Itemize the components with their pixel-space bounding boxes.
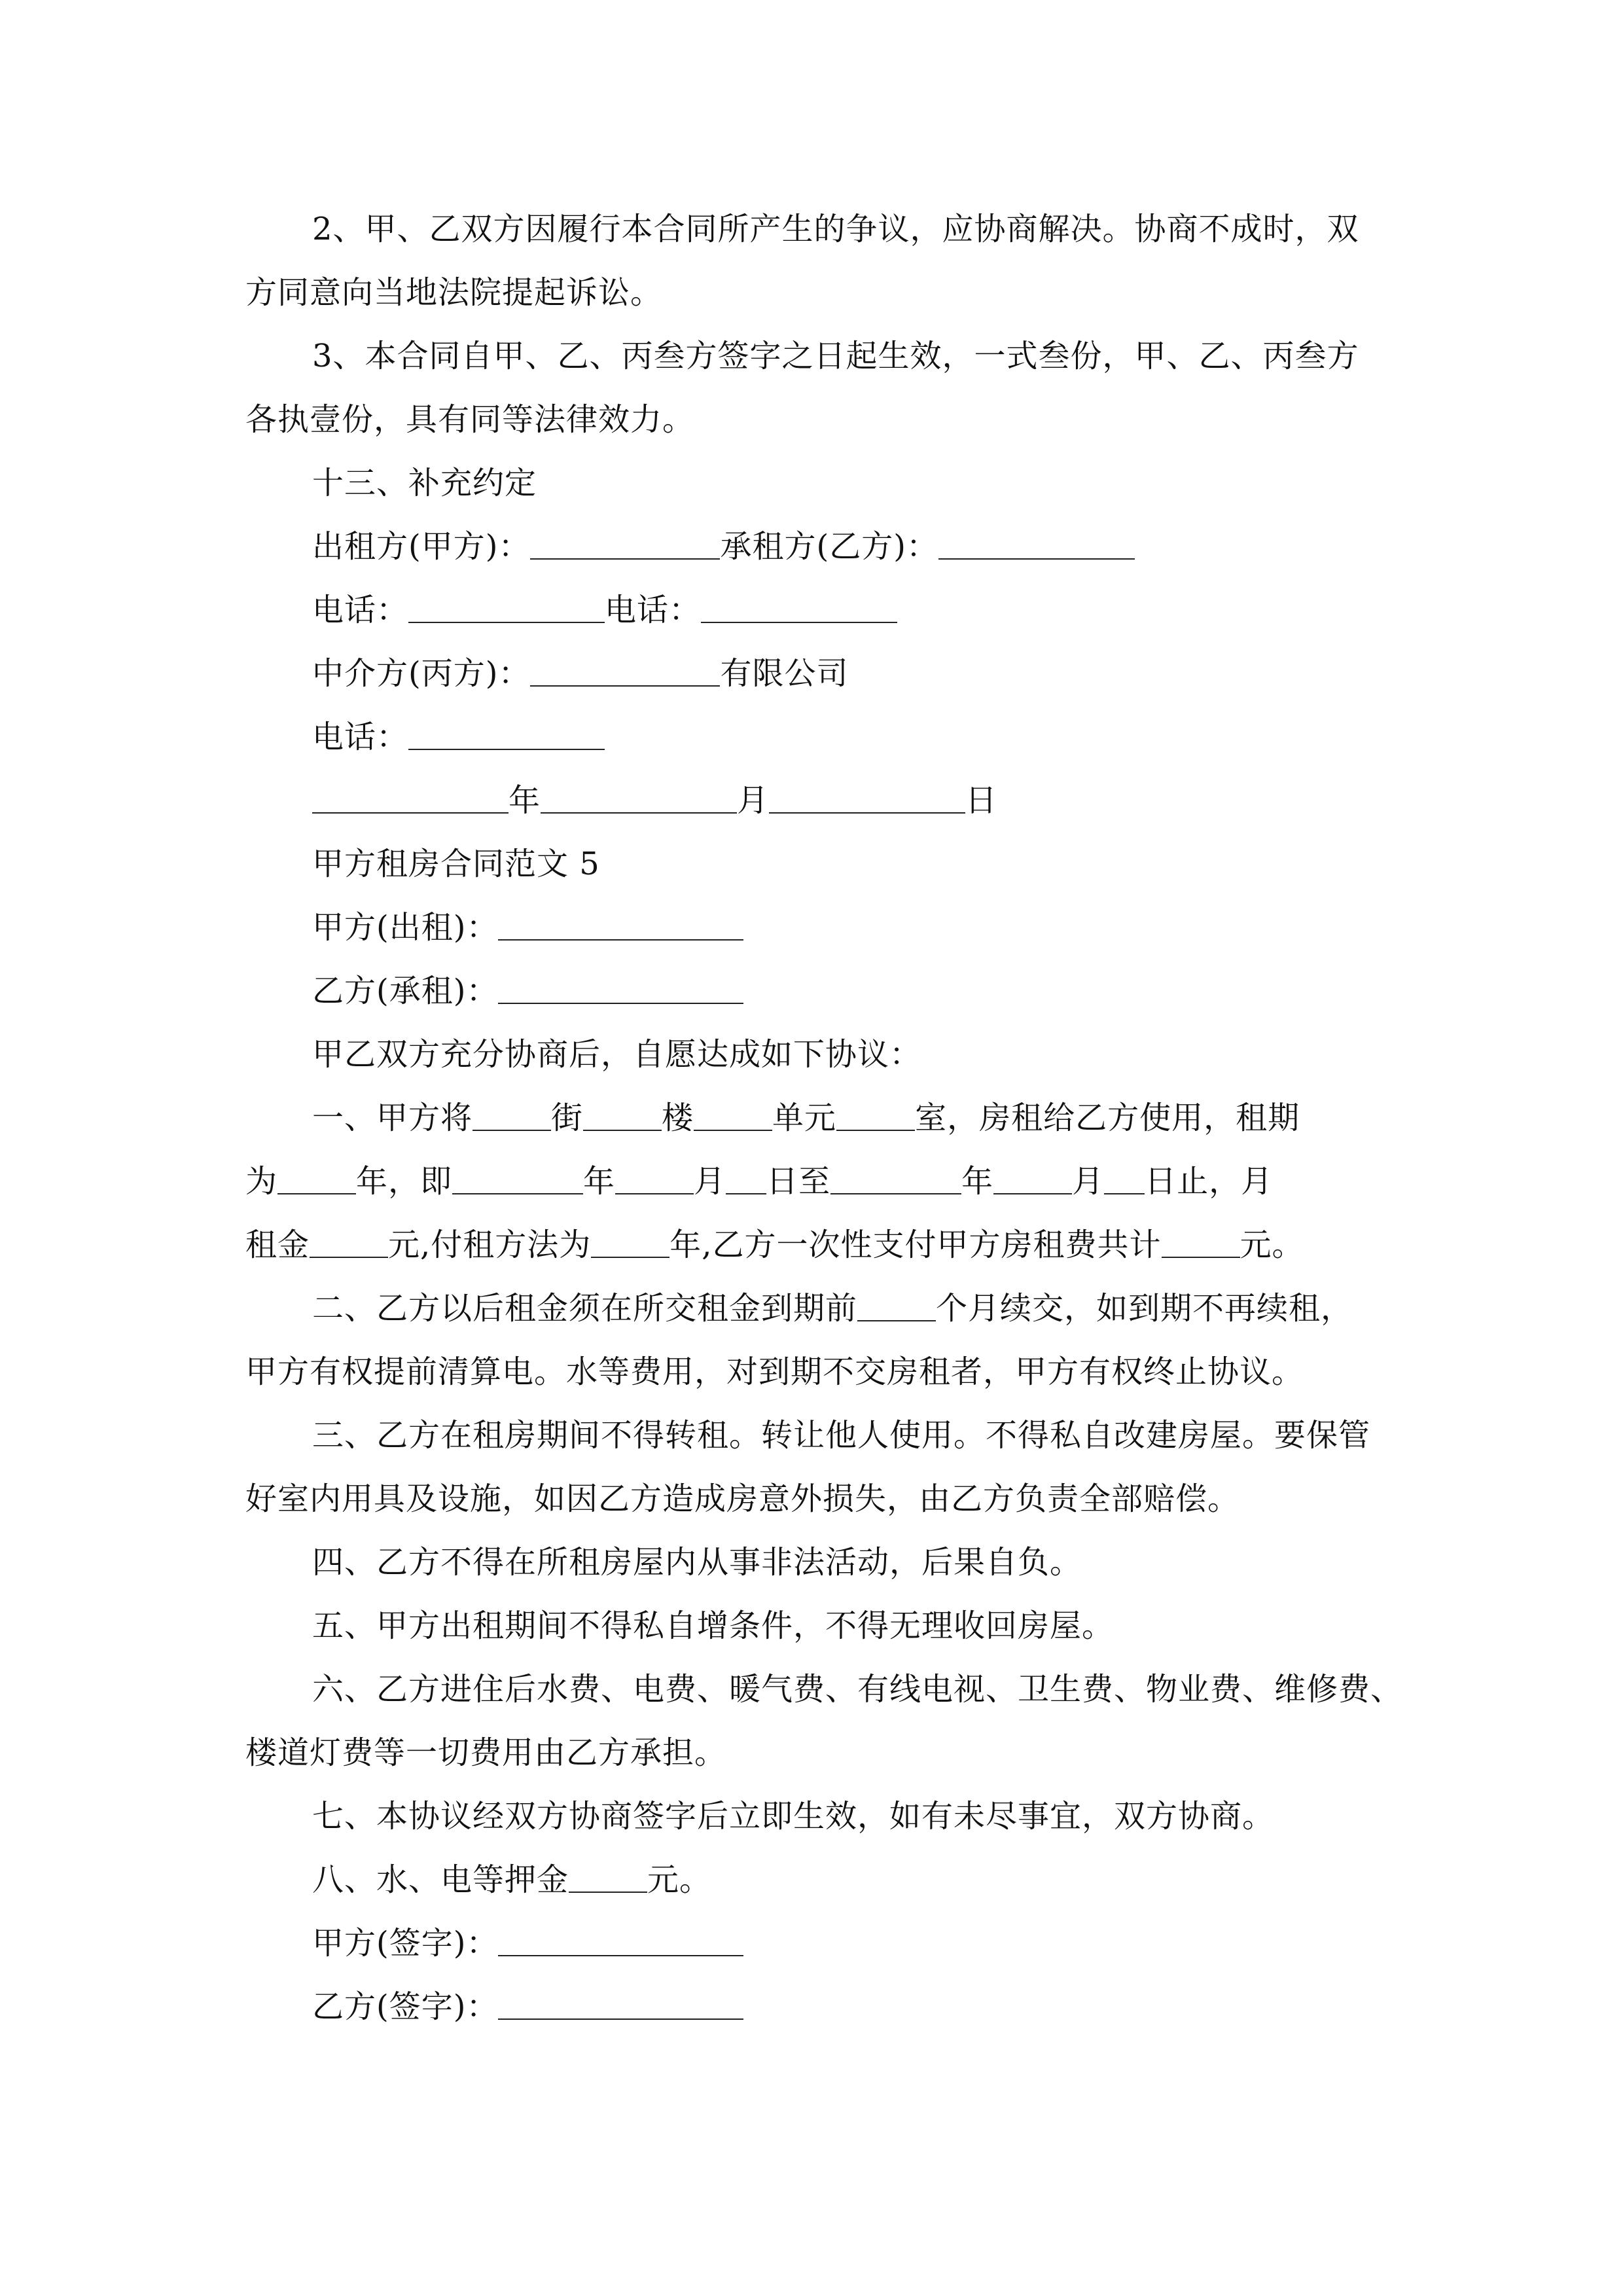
paragraph-dispute-line-2: 方同意向当地法院提起诉讼。 — [245, 274, 663, 311]
paragraph-effective-line-2: 各执壹份，具有同等法律效力。 — [245, 401, 695, 438]
clause3-line-1: 三、乙方在租房期间不得转租。转让他人使用。不得私自改建房屋。要保管 — [312, 1417, 1371, 1454]
party-b-label: 承租方(乙方)： — [720, 528, 938, 565]
lessor-blank — [498, 910, 743, 941]
end-day-blank — [1104, 1164, 1145, 1194]
agent-line — [312, 654, 1448, 693]
section-heading-supplement: 十三、补充约定 — [312, 465, 537, 501]
lessee-blank — [498, 974, 743, 1004]
start-month-blank — [615, 1164, 694, 1194]
year-label: 年 — [508, 782, 541, 819]
sample-title: 甲方租房合同范文 5 — [312, 846, 600, 882]
phone-label: 电话： — [312, 592, 409, 628]
unit-blank — [694, 1101, 772, 1131]
intro-line: 甲乙双方充分协商后，自愿达成如下协议： — [312, 1036, 922, 1073]
parties-line — [312, 527, 1448, 566]
party-a-label: 出租方(甲方)： — [312, 528, 531, 565]
agent-phone-blank — [408, 720, 605, 750]
month-blank — [541, 783, 737, 814]
sign-a-blank — [498, 1926, 743, 1956]
start-day-blank — [726, 1164, 766, 1194]
clause1-line-2: 为 年，即 年 月 日至 年 月 日止，月 — [245, 1163, 1274, 1200]
lessee-line — [312, 971, 1448, 1011]
phone-a-blank — [408, 593, 605, 623]
day-blank — [769, 783, 965, 814]
monthly-rent-blank — [310, 1228, 388, 1258]
sign-b-blank — [498, 1990, 743, 2020]
lessee-label: 乙方(承租)： — [312, 973, 499, 1009]
clause6-line-1: 六、乙方进住后水费、电费、暖气费、有线电视、卫生费、物业费、维修费、 — [312, 1671, 1403, 1708]
clause4-line: 四、乙方不得在所租房屋内从事非法活动，后果自负。 — [312, 1544, 1082, 1581]
month-label: 月 — [737, 782, 770, 819]
payment-years-blank — [591, 1228, 669, 1258]
clause1-line-1: 一、甲方将 街 楼 单元 室，房租给乙方使用，租期 — [312, 1100, 1300, 1136]
agent-label: 中介方(丙方)： — [312, 655, 531, 692]
paragraph-dispute-line-1: 2、甲、乙双方因履行本合同所产生的争议，应协商解决。协商不成时，双 — [312, 211, 1359, 247]
sign-b-line — [312, 1987, 1448, 2026]
clause5-line: 五、甲方出租期间不得私自增条件，不得无理收回房屋。 — [312, 1607, 1115, 1644]
phone-label: 电话： — [605, 592, 702, 628]
phone-label: 电话： — [312, 719, 409, 755]
sign-a-line — [312, 1924, 1448, 1963]
agent-phone-line — [312, 717, 1448, 757]
start-year-blank — [452, 1164, 583, 1194]
sign-a-label: 甲方(签字)： — [312, 1925, 499, 1962]
year-blank — [312, 783, 508, 814]
party-a-blank — [530, 529, 720, 560]
term-years-blank — [277, 1164, 356, 1194]
lessor-label: 甲方(出租)： — [312, 909, 499, 946]
clause1-line-3: 租金 元,付租方法为 年,乙方一次性支付甲方房租费共计 元。 — [245, 1227, 1304, 1263]
end-month-blank — [993, 1164, 1072, 1194]
street-blank — [473, 1101, 551, 1131]
clause2-line-1: 二、乙方以后租金须在所交租金到期前 个月续交，如到期不再续租， — [312, 1290, 1353, 1327]
day-label: 日 — [965, 782, 998, 819]
paragraph-effective-line-1: 3、本合同自甲、乙、丙叁方签字之日起生效，一式叁份，甲、乙、丙叁方 — [312, 338, 1359, 374]
clause2-line-2: 甲方有权提前清算电。水等费用，对到期不交房租者，甲方有权终止协议。 — [245, 1354, 1304, 1390]
clause7-line: 七、本协议经双方协商签字后立即生效，如有未尽事宜，双方协商。 — [312, 1798, 1275, 1835]
phone-b-blank — [701, 593, 897, 623]
deposit-blank — [569, 1863, 647, 1893]
clause8-line: 八、水、电等押金 元。 — [312, 1861, 712, 1898]
clause6-line-2: 楼道灯费等一切费用由乙方承担。 — [245, 1734, 727, 1771]
room-blank — [836, 1101, 915, 1131]
end-year-blank — [830, 1164, 961, 1194]
party-b-blank — [938, 529, 1135, 560]
sign-b-label: 乙方(签字)： — [312, 1988, 499, 2025]
clause3-line-2: 好室内用具及设施，如因乙方造成房意外损失，由乙方负责全部赔偿。 — [245, 1480, 1240, 1517]
total-rent-blank — [1162, 1228, 1240, 1258]
agent-blank — [530, 656, 720, 687]
renewal-months-blank — [857, 1291, 936, 1321]
company-suffix: 有限公司 — [720, 655, 849, 692]
lessor-line — [312, 908, 1448, 947]
phones-line — [312, 590, 1448, 630]
date-line — [312, 781, 1448, 820]
building-blank — [583, 1101, 662, 1131]
